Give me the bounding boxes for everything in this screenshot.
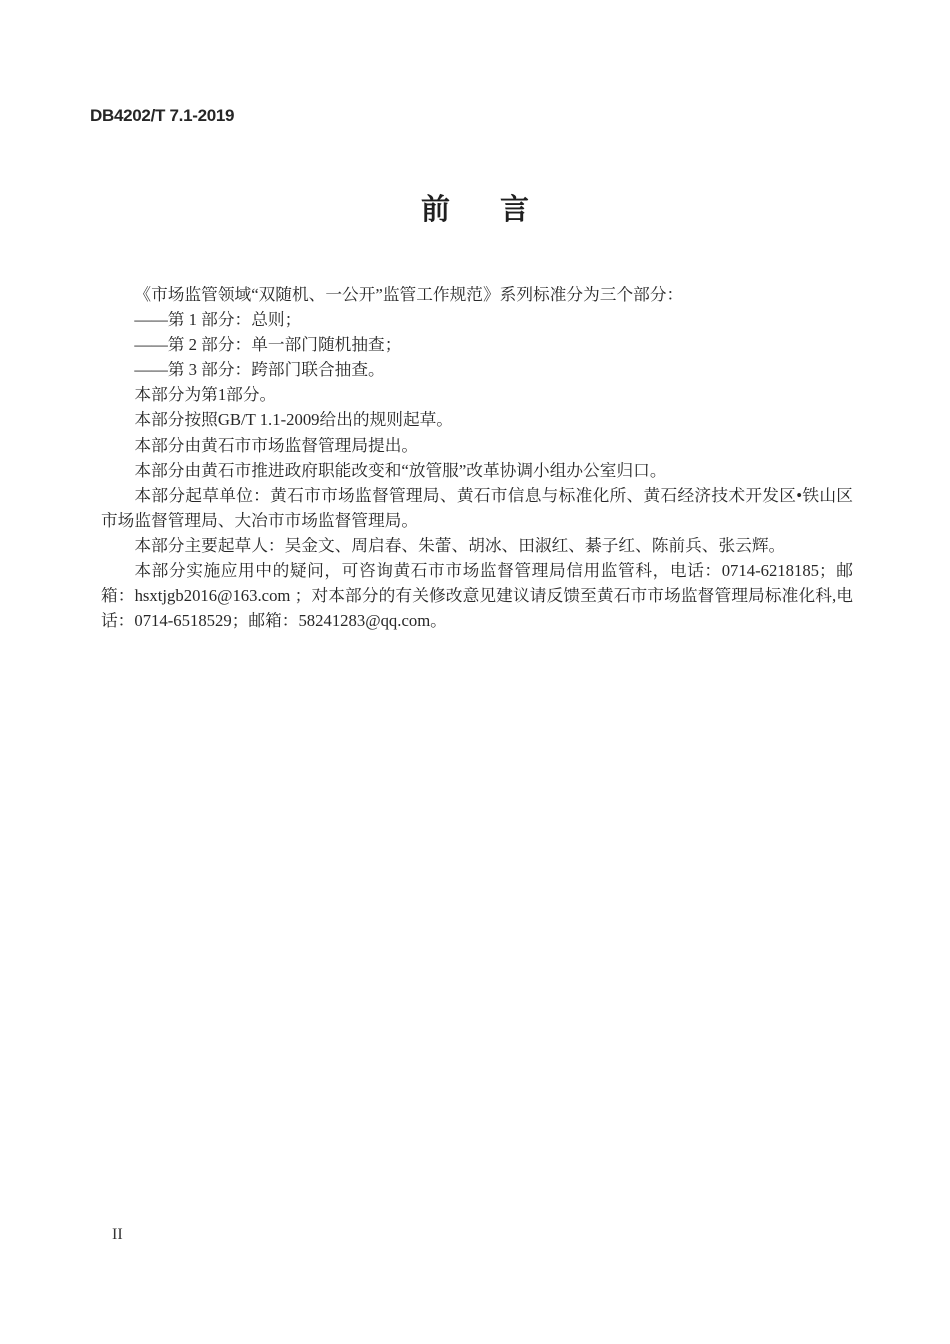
standard-number-header: DB4202/T 7.1-2019 (90, 106, 235, 125)
paragraph-part-2: ——第 2 部分：单一部门随机抽查； (134, 335, 402, 355)
foreword-title (0, 193, 950, 228)
paragraph-drafting-rule: 本部分按照GB/T 1.1-2009给出的规则起草。 (134, 410, 453, 430)
foreword-body (101, 282, 853, 633)
paragraph-contact-info: 本部分实施应用中的疑问，可咨询黄石市市场监督管理局信用监管科，电话：0714-6218185；邮箱：hsxtjgb2016@163.com ；对本部分的有关修改意见建议请反馈至黄石市市场监督管理局标准化科,电话：0714-6518529；邮箱：58241283@qq.com。 (101, 561, 853, 631)
paragraph-part-1: ——第 1 部分：总则； (134, 310, 302, 330)
paragraph-series-intro: 《市场监管领域“双随机、一公开”监管工作规范》系列标准分为三个部分： (134, 285, 684, 304)
foreword-title-second-char: 言 (500, 194, 530, 226)
paragraph-proposed-by: 本部分由黄石市市场监督管理局提出。 (134, 435, 419, 455)
paragraph-drafting-units: 本部分起草单位：黄石市市场监督管理局、黄石市信息与标准化所、黄石经济技术开发区•铁山区市场监督管理局、大冶市市场监督管理局。 (101, 485, 853, 530)
page-number: II (112, 1226, 123, 1243)
foreword-title-first-char: 前 (420, 194, 450, 226)
paragraph-this-part: 本部分为第1部分。 (134, 385, 277, 405)
paragraph-part-3: ——第 3 部分：跨部门联合抽查。 (134, 360, 385, 380)
paragraph-centralized-by: 本部分由黄石市推进政府职能改变和“放管服”改革协调小组办公室归口。 (134, 460, 667, 480)
paragraph-drafters: 本部分主要起草人：吴金文、周启春、朱蕾、胡冰、田淑红、綦子红、陈前兵、张云辉。 (134, 535, 786, 555)
